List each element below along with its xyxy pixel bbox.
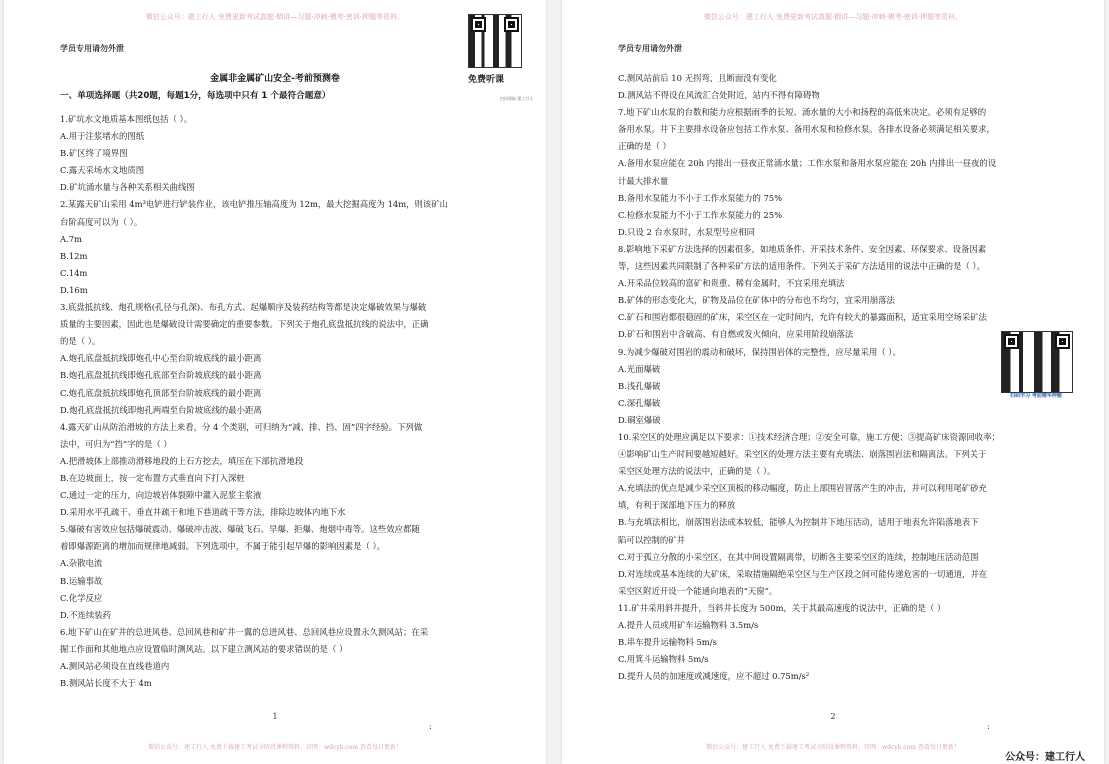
text-line: ④影响矿山生产时间要越短越好。采空区的处理方法主要有充填法、崩落围岩法和隔离法。下列关于: [618, 449, 987, 460]
text-line: 8.影响地下采矿方法选择的因素很多，如地质条件、开采技术条件、安全因素、环保要求、设备因素: [618, 243, 987, 254]
text-line: 1.矿坑水文地质基本图纸包括（ ）。: [60, 114, 193, 124]
text-line: 7.地下矿山水泵的台数和能力应根据雨季的长短、涌水量的大小和扬程的高低来决定。必须有足够的: [618, 107, 987, 118]
text-line: D.矿坑涌水量与各种关系相关曲线图: [60, 182, 195, 193]
text-line: 质量的主要因素，因此也是爆破设计需要确定的重要参数。下列关于炮孔底盘抵抗线的说法中，正确: [60, 319, 429, 330]
text-line: C.检修水泵能力不小于工作水泵能力的 25%: [618, 209, 783, 220]
page-header: 学员专用请勿外泄: [618, 43, 682, 53]
text-line: 着即爆源距离的增加而规律地减弱。下列选项中，不属于能引起早爆的影响因素是（ ）。: [60, 541, 386, 552]
text-line: C.深孔爆破: [618, 397, 661, 408]
text-line: B.在边坡面上，按一定布置方式垂直向下打入深桩: [60, 472, 245, 483]
text-line: 6.地下矿山在矿井的总进风巷、总回风巷和矿井一翼的总进风巷、总回风巷应设置永久测风站；在采: [60, 626, 429, 637]
text-line: B.矿区终了境界图: [60, 148, 128, 159]
text-line: B.炮孔底盘抵抗线即炮孔底部至台阶坡底线的最小距离: [60, 370, 262, 381]
text-line: D.采用水平孔疏干、垂直井疏干和地下巷道疏干等方法，排除边坡体内地下水: [60, 507, 346, 518]
text-line: C.矿石和围岩都很稳固的矿床，采空区在一定时间内，允许有较大的暴露面积，适宜采用空场采矿法: [618, 312, 987, 323]
text-line: 备用水泵。井下主要排水设备应包括工作水泵、备用水泵和检修水泵。各排水设备必须满足相关要求，: [618, 124, 995, 135]
page-number: 2: [830, 712, 836, 721]
text-line: C.14m: [60, 267, 88, 278]
text-line: 等，这些因素共同限制了各种采矿方法的适用条件。下列关于采矿方法适用的说法中正确的是（ ）。: [618, 261, 985, 272]
text-line: 的是（ ）。: [60, 336, 101, 347]
text-line: 11.矿井采用斜井提升，当斜井长度为 500m，关于其最高速度的说法中，正确的是（ ）: [618, 602, 946, 613]
text-line: 填，有利于深部地下压力的释放: [618, 500, 736, 511]
page-header: 学员专用请勿外泄: [60, 43, 124, 53]
text-line: B.与充填法相比，崩落围岩法成本较低，能够人为控制井下地压活动，适用于地表允许陷落地表下: [618, 517, 979, 528]
text-line: 陷可以控制的矿井: [618, 534, 685, 545]
text-line: 采空区附近开设一个能通向地表的“天窗”。: [618, 585, 778, 596]
text-line: B.串车提升运输物料 5m/s: [618, 637, 717, 648]
page-number: 1: [272, 712, 278, 721]
text-line: C.对于孤立分散的小采空区，在其中间设置隔离带，切断各主要采空区的连续，控制地压活动范围: [618, 551, 979, 562]
text-line: C.通过一定的压力，向边坡岩体裂隙中灌入泥浆主浆液: [60, 490, 262, 501]
text-line: D.矿石和围岩中含硫高、有自燃或发火倾向，应采用阶段崩落法: [618, 329, 854, 340]
text-line: A.测风站必须设在直线巷道内: [60, 661, 170, 671]
watermark-top: 微信公众号：建工行人 免费更新考试真题·精讲—习题·冲刺·模考·密训·押题等资料。: [145, 13, 405, 21]
qr-label: 扫码学习 考前精华押题: [1010, 393, 1062, 399]
watermark-bottom: 微信公众号：建工行人 免费下载建工考试全阶段课程资料。官网：wdcyk.com 查看每日更新！: [148, 744, 402, 751]
text-line: B.运输事故: [60, 575, 103, 586]
text-line: 9.为减少爆破对围岩的震动和破坏，保持围岩体的完整性，应尽量采用（ ）。: [618, 346, 901, 357]
text-line: A.炮孔底盘抵抗线即炮孔中心至台阶坡底线的最小距离: [60, 353, 262, 364]
text-line: B.测风站长度不大于 4m: [60, 678, 152, 689]
text-line: D.只设 2 台水泵时，水泵型号应相同: [618, 226, 755, 237]
page-title: 金属非金属矿山安全-考前预测卷: [210, 74, 340, 84]
text-line: 2.某露天矿山采用 4m³电铲进行铲装作业，该电铲推压轴高度为 12m，最大挖掘高度为 14m，则该矿山: [60, 199, 449, 210]
text-line: D.测风站不得设在风流汇合处附近，站内不得有障碍物: [618, 90, 820, 101]
text-line: B.备用水泵能力不小于工作水泵能力的 75%: [618, 192, 783, 203]
text-line: 法中，可归为“挡”字的是（ ）: [60, 438, 172, 449]
section-heading: 一、单项选择题（共20题，每题1分，每选项中只有 1 个最符合题意）: [60, 91, 331, 101]
page-2-body: [618, 70, 1048, 685]
page-1-body: [60, 111, 490, 692]
text-line: B.12m: [60, 250, 88, 261]
text-line: C.炮孔底盘抵抗线即炮孔顶部至台阶坡底线的最小距离: [60, 387, 262, 398]
text-line: D.提升人员的加速度或减速度，应不超过 0.75m/s²: [618, 671, 810, 682]
qr-code-icon: [468, 14, 522, 68]
qr-code-icon: [1001, 331, 1073, 393]
text-line: 掘工作面和其他地点应设置临时测风站。以下建立测风站的要求错误的是（ ）: [60, 643, 348, 654]
text-line: A.充填法的优点是减少采空区顶板的移动幅度，防止上部围岩冒落产生的冲击，并可以利用尾矿砂充: [618, 483, 987, 494]
watermark-bottom: 微信公众号：建工行人 免费下载建工考试全阶段课程资料。官网：wdcyk.com 查看每日更新！: [706, 744, 960, 751]
text-line: A.光面爆破: [618, 363, 661, 374]
text-line: A.杂散电流: [60, 558, 103, 569]
text-line: A.7m: [60, 233, 82, 244]
text-line: C.露天采场水文地质图: [60, 165, 145, 176]
document-page-1[interactable]: [4, 0, 546, 764]
text-line: 10.采空区的处理应满足以下要求：①技术经济合理；②安全可靠，施工方便；③提高矿床资源回收率；: [618, 431, 1000, 442]
text-line: 采空区处理方法的说法中，正确的是（ ）。: [618, 466, 776, 477]
text-line: 台阶高度可以为（ ）。: [60, 216, 143, 227]
text-line: D.不连续装药: [60, 609, 111, 620]
text-line: C.用箕斗运输物料 5m/s: [618, 654, 709, 665]
qr-label: 免费听课: [468, 75, 505, 85]
text-line: C.测风站前后 10 无拐弯，且断面没有变化: [618, 73, 777, 83]
text-line: A.提升人员或用矿车运输物料 3.5m/s: [618, 620, 759, 630]
watermark-top: 微信公众号：建工行人 免费更新考试真题·精讲—习题·冲刺·模考·密训·押题等资料。: [703, 13, 963, 21]
text-line: D.炮孔底盘抵抗线即炮孔两端至台阶坡底线的最小距离: [60, 404, 262, 415]
text-line: 计最大排水量: [618, 175, 669, 186]
text-line: A.备用水泵应能在 20h 内排出一昼夜正常涌水量；工作水泵和备用水泵应能在 20h 内排出一昼夜的设: [618, 158, 997, 169]
footer-mark: :: [429, 722, 432, 731]
text-line: 4.露天矿山从防治滑坡的方法上来看，分 4 个类别，可归纳为“减、排、挡、固”四字经验。下列做: [60, 421, 423, 432]
corner-label: 公众号：建工行人: [1005, 752, 1085, 763]
text-line: B.浅孔爆破: [618, 380, 661, 391]
text-line: A.用于注浆堵水的图纸: [60, 131, 145, 142]
text-line: D.对连续或基本连续的大矿床，采取措施隔绝采空区与生产区段之间可能传递危害的一切通道，并在: [618, 568, 988, 579]
text-line: D.16m: [60, 284, 88, 295]
text-line: A.把滑坡体上部推动滑移地段的上石方挖去，填压在下部抗滑地段: [60, 455, 304, 466]
text-line: C.化学反应: [60, 592, 103, 603]
qr-small-caption: 扫码领取 建工行人: [500, 96, 534, 101]
text-line: B.矿体的形态变化大，矿物及品位在矿体中的分布也不均匀，宜采用崩落法: [618, 295, 895, 306]
text-line: 5.爆破有害效应包括爆破震动、爆破冲击波、爆破飞石、早爆、拒爆、炮烟中毒等。这些效应都随: [60, 524, 420, 535]
text-line: 正确的是（ ）: [618, 141, 671, 152]
footer-mark: :: [987, 722, 990, 731]
text-line: D.硐室爆破: [618, 414, 661, 425]
text-line: A.开采品位较高的富矿和贵重、稀有金属时，不宜采用充填法: [618, 278, 845, 289]
text-line: 3.底盘抵抗线、炮孔规格(孔径与孔深)、布孔方式、起爆顺序及装药结构等都是决定爆破效果与爆破: [60, 302, 427, 313]
